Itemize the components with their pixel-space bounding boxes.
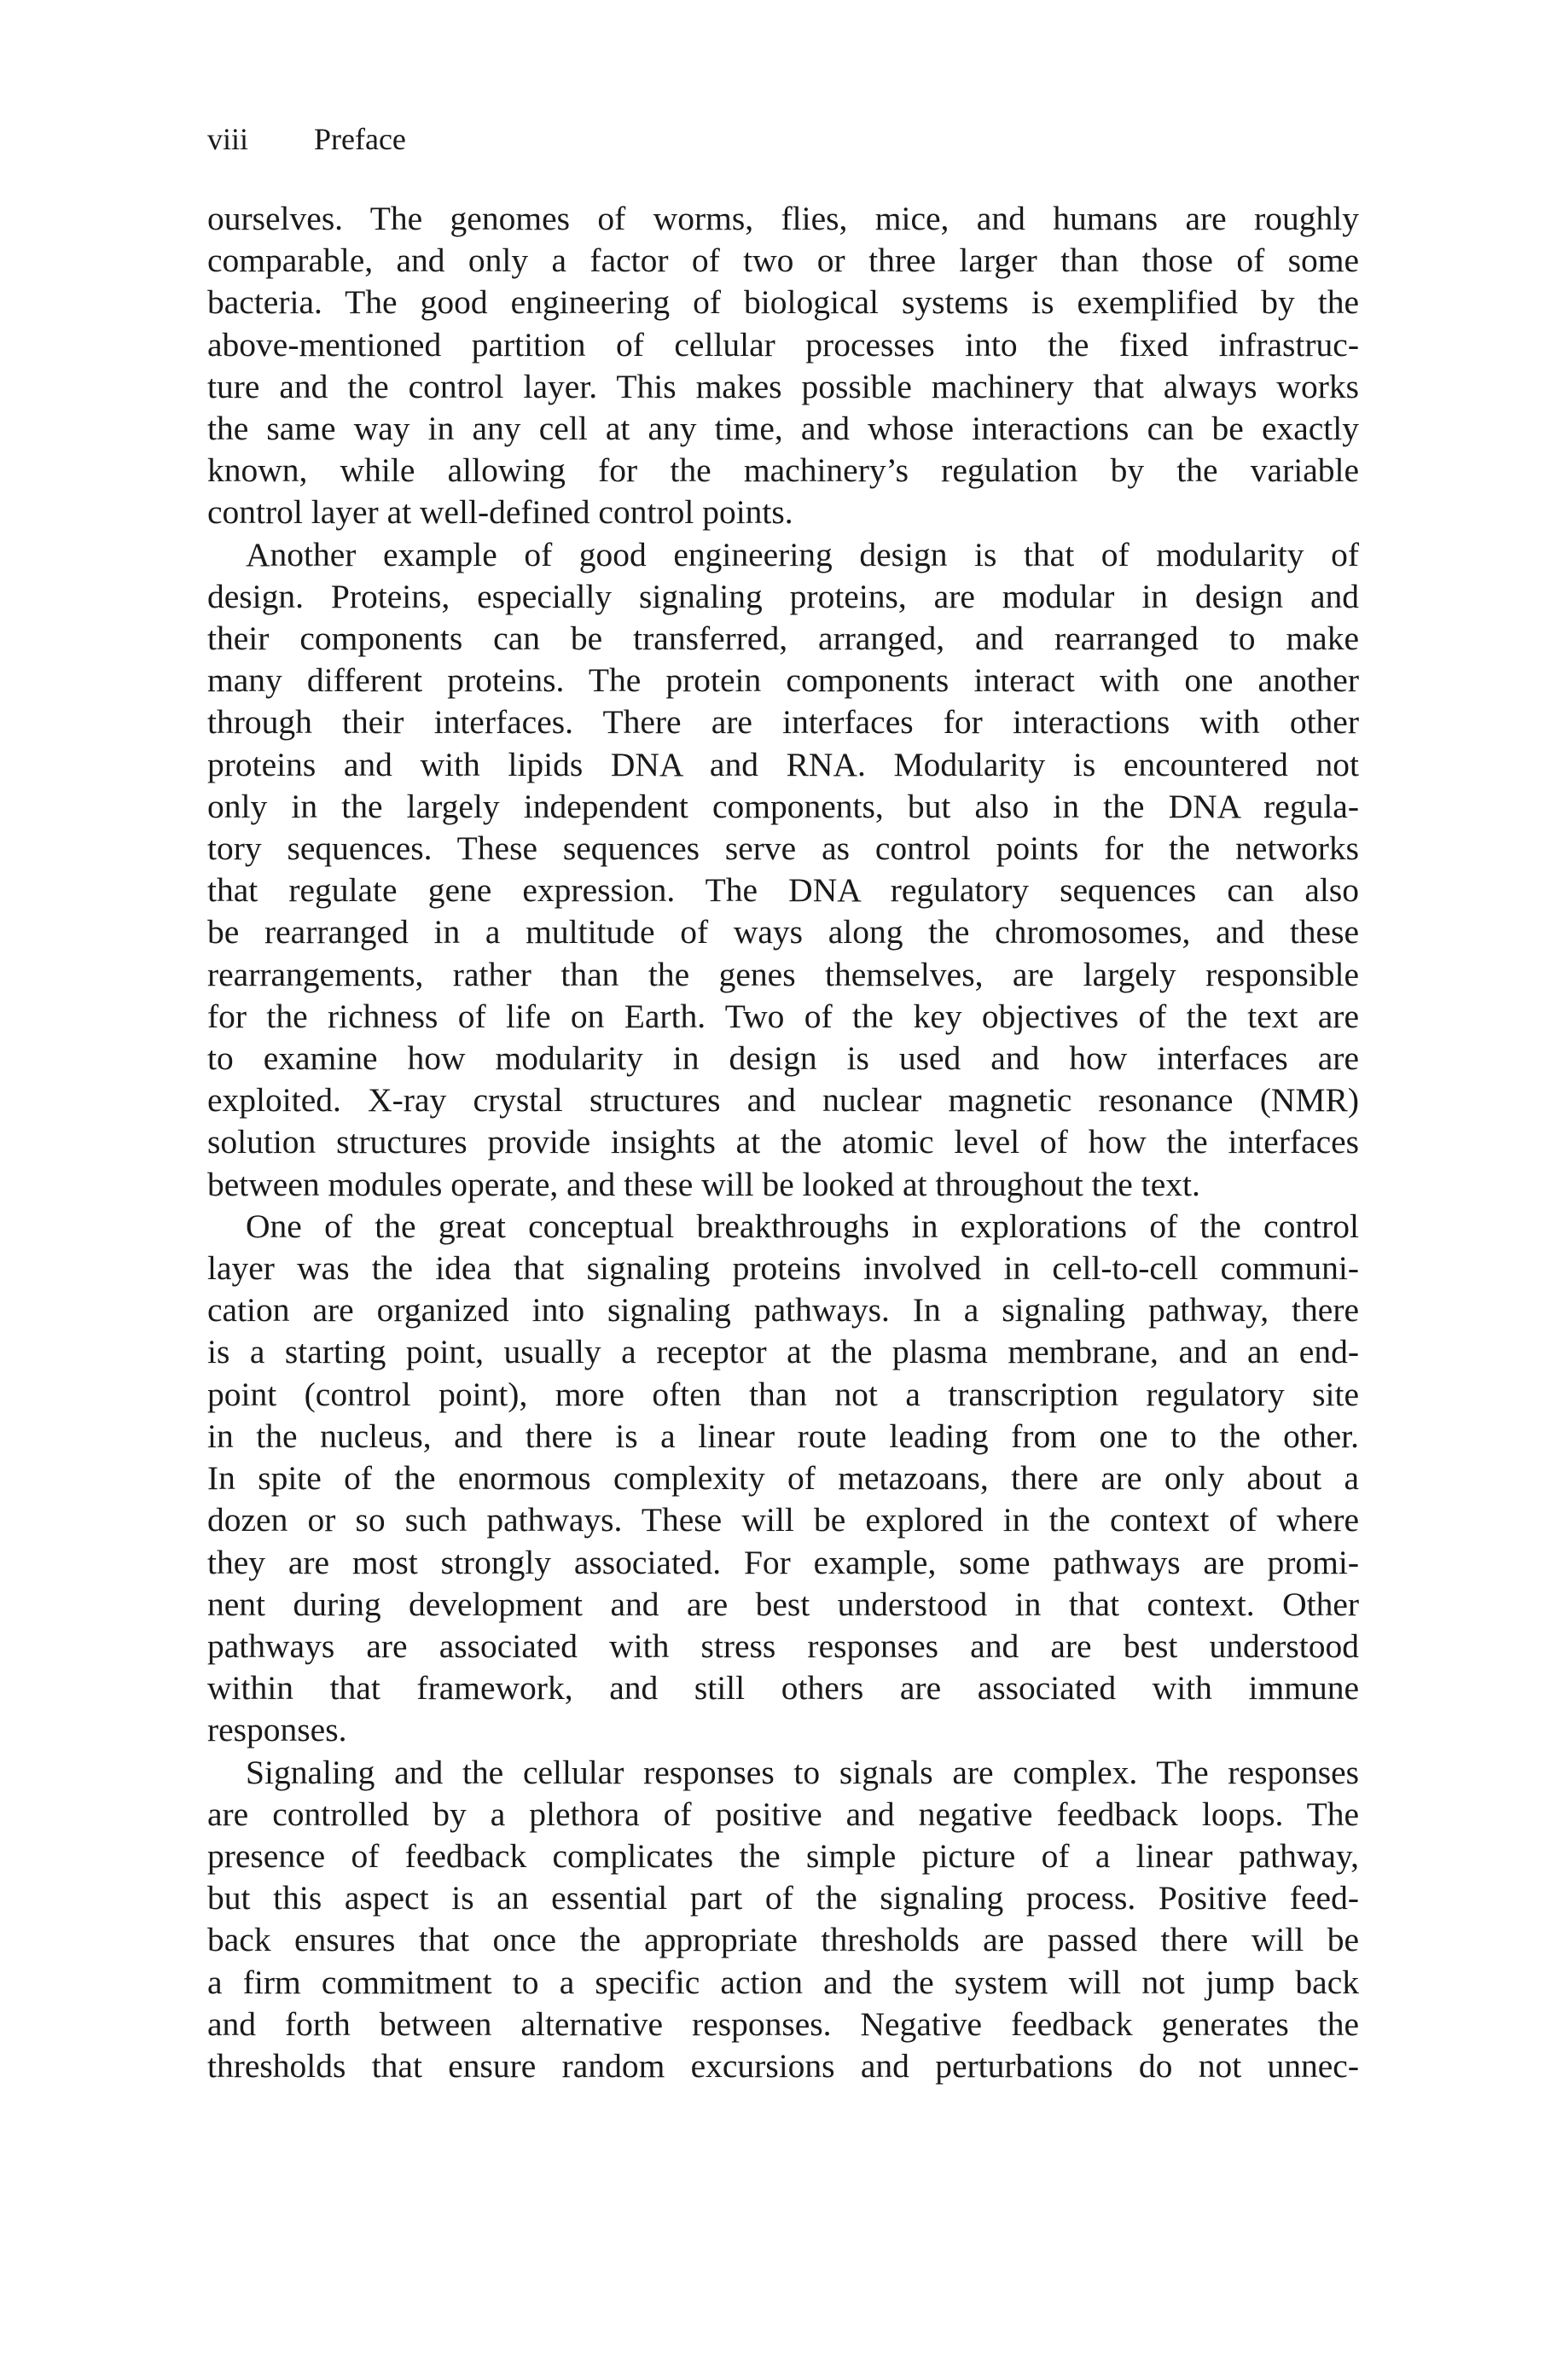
paragraph-2-line: their components can be transferred, arranged, and rearranged to make	[207, 620, 1359, 658]
section-title: Preface	[314, 122, 406, 156]
paragraph-2-line: only in the largely independent components, but also in the DNA regula-	[207, 787, 1359, 825]
paragraph-4-line: thresholds that ensure random excursions and perturbations do not unnec-	[207, 2046, 1359, 2085]
paragraph-4-line: are controlled by a plethora of positive and negative feedback loops. The	[207, 1795, 1359, 1833]
paragraph-3-line: in the nucleus, and there is a linear route leading from one to the other.	[207, 1417, 1359, 1455]
paragraph-2-line: for the richness of life on Earth. Two of the key objectives of the text are	[207, 997, 1359, 1035]
paragraph-4-line: but this aspect is an essential part of the signaling process. Positive feed-	[207, 1879, 1359, 1917]
paragraph-2-line: Another example of good engineering design is that of modularity of	[246, 535, 1359, 573]
paragraph-2-line: that regulate gene expression. The DNA regulatory sequences can also	[207, 871, 1359, 910]
paragraph-2-line: tory sequences. These sequences serve as control points for the networks	[207, 829, 1359, 868]
paragraph-4-line: Signaling and the cellular responses to signals are complex. The responses	[246, 1753, 1359, 1791]
paragraph-1-line: comparable, and only a factor of two or three larger than those of some	[207, 241, 1359, 280]
paragraph-3-line: cation are organized into signaling pathways. In a signaling pathway, there	[207, 1291, 1359, 1329]
page-number: viii	[207, 122, 249, 156]
paragraph-3-line: nent during development and are best understood in that context. Other	[207, 1585, 1359, 1623]
paragraph-1-line: bacteria. The good engineering of biological systems is exemplified by the	[207, 283, 1359, 322]
paragraph-2-line: between modules operate, and these will be looked at throughout the text.	[207, 1165, 1200, 1203]
paragraph-2-line: proteins and with lipids DNA and RNA. Modularity is encountered not	[207, 745, 1359, 783]
paragraph-3-line: One of the great conceptual breakthroughs in explorations of the control	[246, 1207, 1359, 1245]
body-text	[207, 198, 1359, 2087]
paragraph-3-line: within that framework, and still others are associated with immune	[207, 1669, 1359, 1708]
paragraph-1-line: control layer at well-defined control points.	[207, 493, 793, 532]
paragraph-3-line: is a starting point, usually a receptor at the plasma membrane, and an end-	[207, 1333, 1359, 1371]
paragraph-2-line: through their interfaces. There are interfaces for interactions with other	[207, 703, 1359, 742]
paragraph-4-line: and forth between alternative responses. Negative feedback generates the	[207, 2004, 1359, 2043]
paragraph-4-line: presence of feedback complicates the simple picture of a linear pathway,	[207, 1836, 1359, 1875]
running-head	[207, 118, 406, 160]
paragraph-2-line: exploited. X-ray crystal structures and nuclear magnetic resonance (NMR)	[207, 1081, 1359, 1120]
paragraph-2-line: to examine how modularity in design is used and how interfaces are	[207, 1039, 1359, 1078]
paragraph-2-line: design. Proteins, especially signaling proteins, are modular in design and	[207, 577, 1359, 615]
paragraph-1-line: ourselves. The genomes of worms, flies, mice, and humans are roughly	[207, 200, 1359, 237]
paragraph-1-line: above-mentioned partition of cellular processes into the fixed infrastruc-	[207, 325, 1359, 364]
paragraph-3-line: point (control point), more often than not a transcription regulatory site	[207, 1375, 1359, 1413]
paragraph-4-line: back ensures that once the appropriate thresholds are passed there will be	[207, 1921, 1359, 1959]
paragraph-3-line: responses.	[207, 1711, 347, 1749]
paragraph-3-line: layer was the idea that signaling proteins involved in cell-to-cell communi-	[207, 1249, 1359, 1288]
paragraph-2-line: rearrangements, rather than the genes themselves, are largely responsible	[207, 955, 1359, 993]
paragraph-4-line: a firm commitment to a specific action and the system will not jump back	[207, 1963, 1359, 2001]
paragraph-1-line: the same way in any cell at any time, and whose interactions can be exactly	[207, 410, 1359, 448]
paragraph-2-line: solution structures provide insights at the atomic level of how the interfaces	[207, 1123, 1359, 1161]
paragraph-2-line: many different proteins. The protein components interact with one another	[207, 661, 1359, 700]
paragraph-3-line: they are most strongly associated. For example, some pathways are promi-	[207, 1543, 1359, 1581]
paragraph-3-line: pathways are associated with stress responses and are best understood	[207, 1626, 1359, 1665]
paragraph-3-line: In spite of the enormous complexity of metazoans, there are only about a	[207, 1459, 1359, 1498]
paragraph-1-line: known, while allowing for the machinery’s regulation by the variable	[207, 451, 1359, 490]
paragraph-1-line: ture and the control layer. This makes possible machinery that always works	[207, 367, 1359, 405]
paragraph-2-line: be rearranged in a multitude of ways along the chromosomes, and these	[207, 913, 1359, 951]
paragraph-3-line: dozen or so such pathways. These will be explored in the context of where	[207, 1501, 1359, 1539]
